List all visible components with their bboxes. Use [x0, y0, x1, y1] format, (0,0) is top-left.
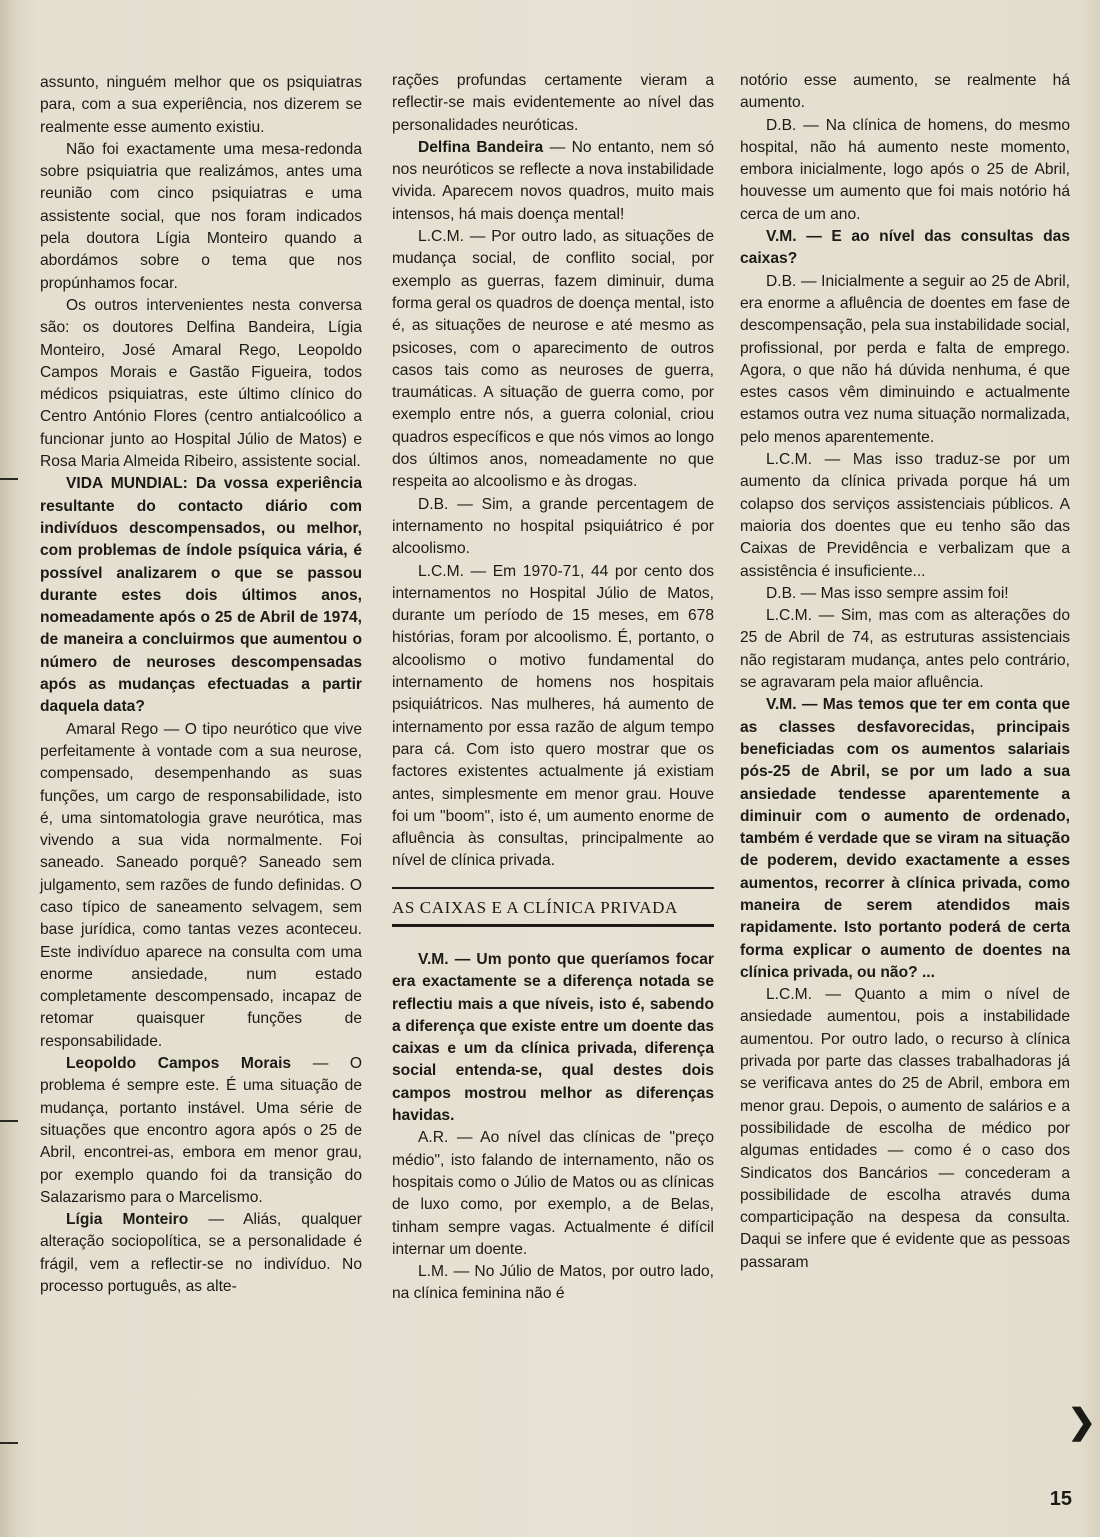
speaker-text: — O problema é sempre este. É uma situação de mudança, portanto instável. Uma série de situações que encontro agora após o 25 de Abril, encontrei-as, embora em menor grau, por exemplo quando foi da transição do Salazarismo para o Marcelismo. [40, 1055, 362, 1206]
speaker-name: Lígia Monteiro [66, 1211, 189, 1229]
paragraph: D.B. — Mas isso sempre assim foi! [766, 584, 1009, 602]
paragraph [40, 1209, 362, 1298]
interview-question: V.M. — Mas temos que ter em conta que as classes desfavorecidas, principais beneficiadas com os aumentos salariais pós-25 de Abril, se por um lado a sua ansiedade tendesse aparentemente a diminuir com o aumento de ordenado, também é verdade que se viram na situação de poderem, devido exactamente a esses aumentos, recorrer à clínica privada, como maneira de serem atendidos mais rapidamente. Isto portanto poderá de certa forma explicar o aumento de doentes na clínica privada, ou não? ... [740, 696, 1070, 981]
paragraph: L.C.M. — Mas isso traduz-se por um aumento da clínica privada porque há um colapso dos serviços assistenciais públicos. A maioria dos doentes que eu tenho são das Caixas de Previdência e verbalizam que a assistência é insuficiente... [740, 451, 1070, 580]
text-column-3 [740, 70, 1070, 1274]
text-column-2 [392, 70, 714, 1306]
paragraph [392, 137, 714, 226]
paragraph: D.B. — Sim, a grande percentagem de internamento no hospital psiquiátrico é por alcoolismo. [392, 495, 714, 558]
paragraph: Amaral Rego — O tipo neurótico que vive perfeitamente à vontade com a sua neurose, compensado, desempenhando as suas funções, um cargo de responsabilidade, isto é, uma sintomatologia grave neurótica, mas vivendo a sua vida normalmente. Foi saneado. Saneado porquê? Saneado sem julgamento, sem razões de fundo definidas. O caso típico de saneamento selvagem, sem base jurídica, como tantas vezes aconteceu. Este indivíduo aparece na consulta com uma enorme ansiedade, num estado completamente descompensado, incapaz de retomar quaisquer funções de responsabilidade. [40, 720, 362, 1050]
chevron-right-icon: ❯ [1067, 1403, 1096, 1441]
section-heading: AS CAIXAS E A CLÍNICA PRIVADA [392, 887, 714, 927]
paragraph: L.C.M. — Por outro lado, as situações de mudança social, de conflito social, por exemplo as guerras, fazem diminuir, duma forma geral os quadros de doença mental, isto é, as situações de neurose e até mesmo as psicoses, com o aparecimento de outros casos tais como as neuroses de guerra, traumáticas. A situação de guerra como, por exemplo entre nós, a guerra colonial, criou quadros específicos e que nós vimos ao longo dos últimos anos, nomeadamente no que respeita ao alcoolismo e às drogas. [392, 228, 714, 491]
speaker-text: — Aliás, qualquer alteração sociopolítica, se a personalidade é frágil, vem a reflectir-se no indivíduo. No processo português, as alte- [40, 1211, 362, 1296]
page-number: 15 [1049, 1488, 1072, 1510]
interview-question: VIDA MUNDIAL: Da vossa experiência resultante do contacto diário com indivíduos descompensados, ou melhor, com problemas de índole psíquica vária, é possível analizarem o que se passou durante estes dois últimos anos, nomeadamente após o 25 de Abril de 1974, de maneira a concluirmos que aumentou o número de neuroses descompensadas após as mudanças efectuadas a partir daquela data? [40, 475, 362, 716]
paragraph: L.M. — No Júlio de Matos, por outro lado, na clínica feminina não é [392, 1263, 714, 1303]
paragraph: D.B. — Inicialmente a seguir ao 25 de Abril, era enorme a afluência de doentes em fase de descompensação, pela sua instabilidade social, profissional, por perda e falta de emprego. Agora, o que não há dúvida nenhuma, é que estes casos vêm diminuindo e actualmente estamos outra vez numa situação normalizada, pelo menos aparentemente. [740, 272, 1070, 446]
paragraph: L.C.M. — Em 1970-71, 44 por cento dos internamentos no Hospital Júlio de Matos, durante um período de 15 meses, em 678 histórias, foram por alcoolismo. É, portanto, o alcoolismo o motivo fundamental do internamento de homens nos hospitais psiquiátricos. Nas mulheres, há aumento de internamento por essa razão de algum tempo para cá. Com isto quero mostrar que os factores existentes actualmente já existiam antes, simplesmente em menor grau. Houve foi um "boom", isto é, um aumento enorme de afluência às consultas, principalmente ao nível de clínica privada. [392, 562, 714, 870]
paragraph: assunto, ninguém melhor que os psiquiatras para, com a sua experiência, nos dizerem se realmente esse aumento existiu. [40, 74, 362, 136]
margin-mark [0, 478, 18, 480]
paragraph: rações profundas certamente vieram a reflectir-se mais evidentemente ao nível das personalidades neuróticas. [392, 72, 714, 134]
paragraph: L.C.M. — Sim, mas com as alterações do 25 de Abril de 74, as estruturas assistenciais não registaram mudança, antes pelo contrário, se agravaram pela maior afluência. [740, 607, 1070, 692]
paragraph: A.R. — Ao nível das clínicas de "preço médio", isto falando de internamento, não os hospitais como o Júlio de Matos ou as clínicas de luxo como, por exemplo, a de Belas, tinham sempre vagas. Actualmente é difícil internar um doente. [392, 1129, 714, 1258]
speaker-name: Delfina Bandeira [418, 138, 544, 156]
speaker-name: Leopoldo Campos Morais [66, 1055, 292, 1073]
paragraph: notório esse aumento, se realmente há aumento. [740, 72, 1070, 112]
paragraph: Não foi exactamente uma mesa-redonda sobre psiquiatria que realizámos, antes uma reunião com cinco psiquiatras e uma assistente social, que nos foram indicados pela doutora Lígia Monteiro quando a abordámos sobre o tema que nos propúnhamos focar. [40, 140, 362, 292]
margin-mark [0, 1120, 18, 1122]
text-column-1 [40, 72, 362, 1298]
margin-mark [0, 1442, 18, 1444]
interview-question: V.M. — E ao nível das consultas das caixas? [740, 228, 1070, 268]
paragraph [40, 1053, 362, 1209]
paragraph: L.C.M. — Quanto a mim o nível de ansiedade aumentou, pois a instabilidade aumentou. Por outro lado, o recurso à clínica privada por parte das classes trabalhadoras já se verificava antes do 25 de Abril, embora em menor grau. Depois, o aumento de salários e a possibilidade de escolha de médico por algumas entidades — como é o caso dos Sindicatos dos Bancários — concederam a possibilidade de escolha através duma comparticipação na despesa da consulta. Daqui se infere que é evidente que as pessoas passaram [740, 986, 1070, 1271]
paragraph: Os outros intervenientes nesta conversa são: os doutores Delfina Bandeira, Lígia Monteiro, José Amaral Rego, Leopoldo Campos Morais e Gastão Figueira, todos médicos psiquiatras, este último clínico do Centro António Flores (centro antialcoólico a funcionar junto ao Hospital Júlio de Matos) e Rosa Maria Almeida Ribeiro, assistente social. [40, 296, 362, 471]
interview-question: V.M. — Um ponto que queríamos focar era exactamente se a diferença notada se reflectiu mais a que níveis, isto é, sabendo a diferença que existe entre um doente das caixas e um da clínica privada, diferença social entenda-se, qual destes dois campos mostrou melhor as diferenças havidas. [392, 950, 714, 1125]
paragraph: D.B. — Na clínica de homens, do mesmo hospital, não há aumento neste momento, embora inicialmente, logo após o 25 de Abril, houvesse um aumento que foi mais notório há cerca de um ano. [740, 116, 1070, 223]
speaker-text: — No entanto, nem só nos neuróticos se reflecte a nova instabilidade vivida. Aparecem novos quadros, muito mais intensos, há mais doença mental! [392, 138, 714, 223]
